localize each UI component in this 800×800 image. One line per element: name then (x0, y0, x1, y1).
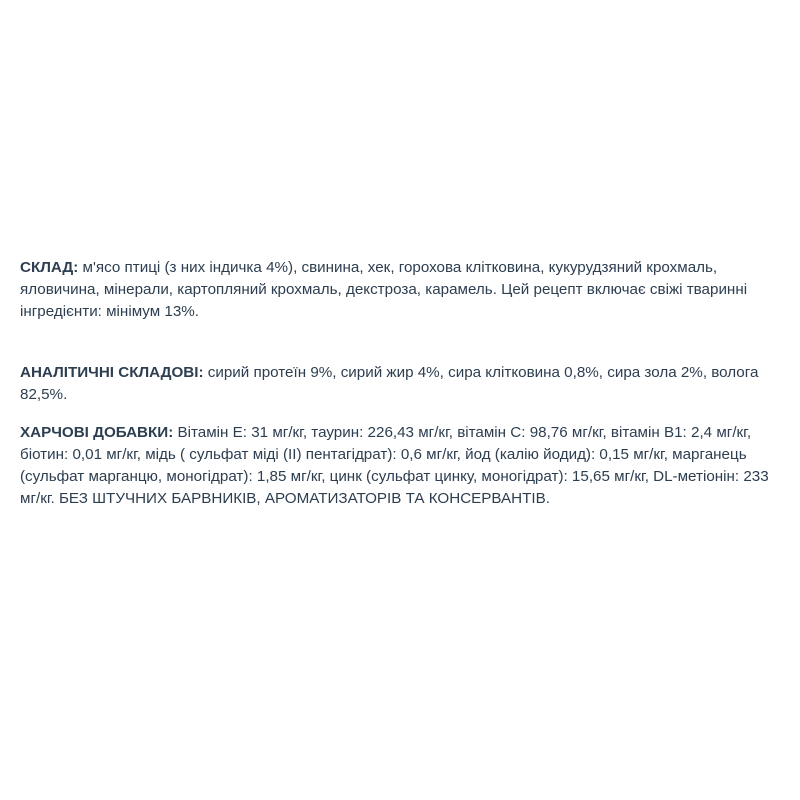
additives-label: ХАРЧОВІ ДОБАВКИ: (20, 424, 174, 441)
ingredients-document (20, 257, 782, 510)
composition-label: СКЛАД: (20, 259, 79, 276)
additives-paragraph (20, 422, 782, 510)
additives-text: Вітамін Е: 31 мг/кг, таурин: 226,43 мг/кг, вітамін С: 98,76 мг/кг, вітамін В1: 2,4 мг/кг, біотин: 0,01 мг/кг, мідь ( сульфат міді (ІІ) пентагідрат): 0,6 мг/кг, йод (калію йодид): 0,15 мг/кг, марганець (сульфат марганцю, моногідрат): 1,85 мг/кг, цинк (сульфат цинку, моногідрат): 15,65 мг/кг, DL-метіонін: 233 мг/кг. БЕЗ ШТУЧНИХ БАРВНИКІВ, АРОМАТИЗАТОРІВ ТА КОНСЕРВАНТІВ. (20, 424, 769, 507)
analytical-paragraph (20, 362, 782, 406)
composition-paragraph (20, 257, 782, 323)
composition-text: м'ясо птиці (з них індичка 4%), свинина, хек, горохова клітковина, кукурудзяний крохмаль, яловичина, мінерали, картопляний крохмаль, декстроза, карамель. Цей рецепт включає свіжі тваринні інгредієнти: мінімум 13%. (20, 259, 748, 320)
analytical-label: АНАЛІТИЧНІ СКЛАДОВІ: (20, 364, 204, 381)
analytical-text: сирий протеїн 9%, сирий жир 4%, сира клітковина 0,8%, сира зола 2%, волога 82,5%. (20, 364, 759, 403)
